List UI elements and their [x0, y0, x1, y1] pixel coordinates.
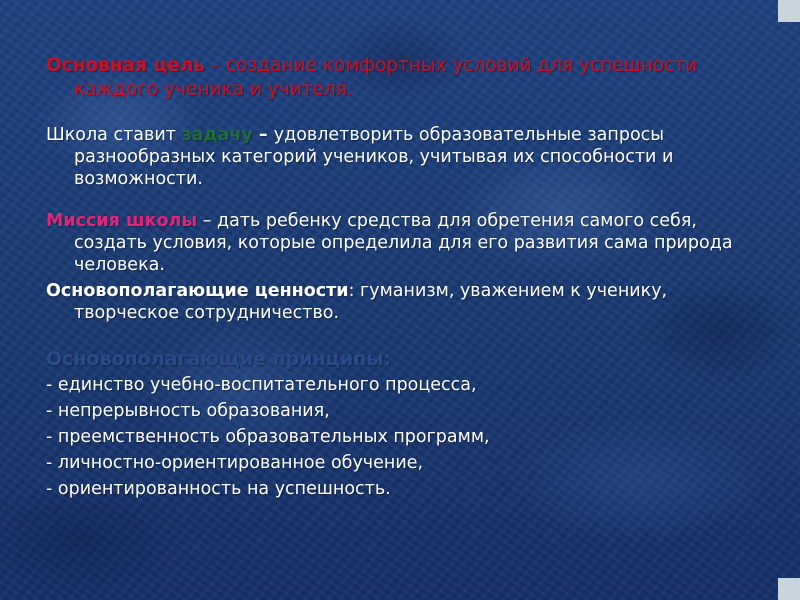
corner-accent-top: [778, 0, 800, 22]
text-run: – создание комфортных условий для успешности каждого ученика и учителя.: [74, 55, 698, 100]
list-item: - ориентированность на успешность.: [46, 479, 391, 499]
text-run: задачу: [181, 125, 253, 145]
text-run: –: [252, 125, 274, 145]
list-item: - личностно-ориентированное обучение,: [46, 453, 424, 473]
text-run: Миссия школы: [46, 211, 198, 231]
mission-paragraph: [46, 210, 760, 276]
text-run: : гуманизм, уважением к ученику, творческое сотрудничество.: [74, 281, 668, 323]
principles-heading: Основополагающие принципы:: [46, 348, 392, 370]
text-run: – дать ребенку средства для обретения самого себя, создать условия, которые определила для его развития сама природа человека.: [74, 211, 733, 275]
text-run: Школа ставит: [46, 125, 182, 145]
text-run: Основополагающие ценности: [46, 281, 349, 301]
corner-accent-bottom: [778, 578, 800, 600]
list-item: - преемственность образовательных программ,: [46, 427, 490, 447]
goal-paragraph: [46, 54, 760, 102]
principles-list: [46, 374, 760, 500]
text-run: удовлетворить образовательные запросы разнообразных категорий учеников, учитывая их способности и возможности.: [74, 125, 674, 189]
text-run: Основная цель: [46, 55, 205, 76]
values-paragraph: [46, 280, 760, 324]
list-item: - единство учебно-воспитательного процесса,: [46, 375, 477, 395]
task-paragraph: [46, 124, 760, 190]
list-item: - непрерывность образования,: [46, 401, 330, 421]
slide-content: [46, 54, 760, 504]
